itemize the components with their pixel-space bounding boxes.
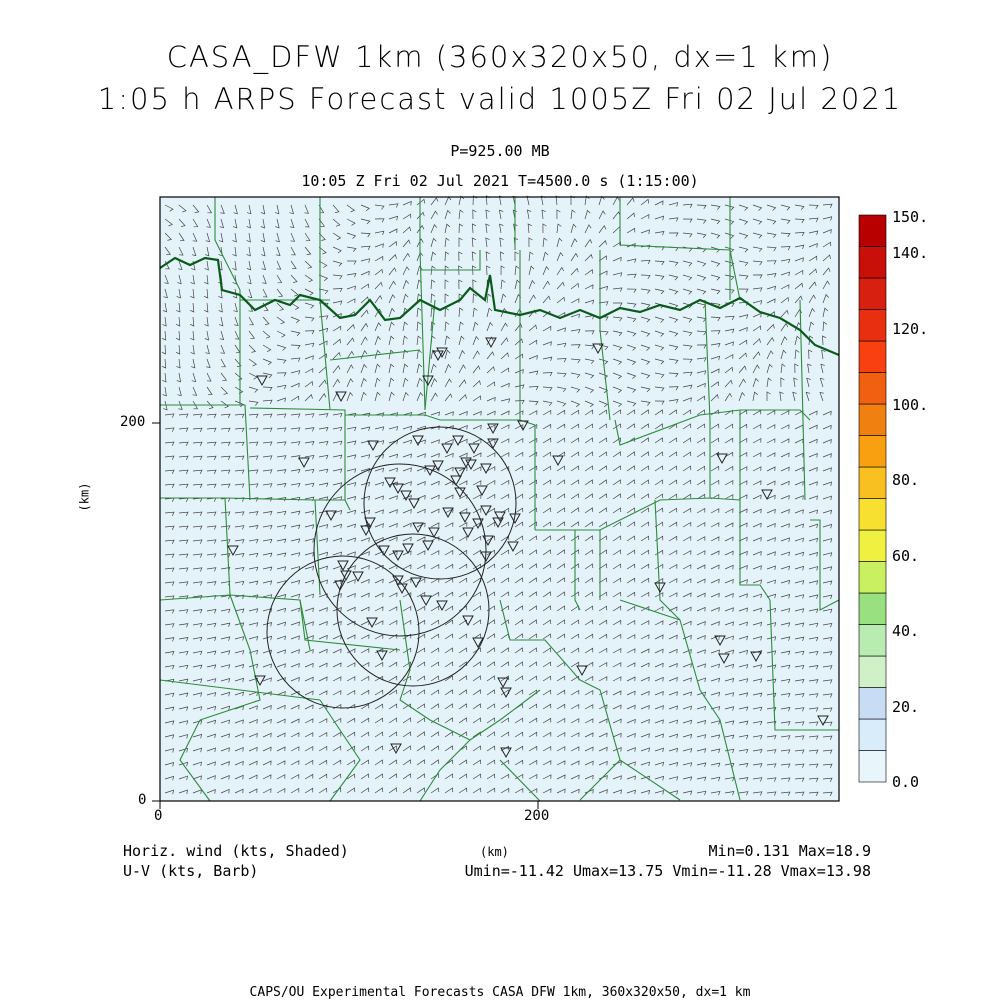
colorbar-swatch <box>859 467 886 499</box>
x-tick-label-0: 0 <box>154 808 163 824</box>
colorbar-swatch <box>859 593 886 625</box>
colorbar <box>859 215 886 782</box>
valid-time: 10:05 Z Fri 02 Jul 2021 T=4500.0 s (1:15:00) <box>301 172 699 190</box>
title-line-2: 1:05 h ARPS Forecast valid 1005Z Fri 02 Jul 2021 <box>97 82 903 116</box>
colorbar-swatch <box>859 719 886 751</box>
colorbar-label-0: 0.0 <box>892 773 920 791</box>
colorbar-label-140: 140. <box>892 244 929 262</box>
y-axis-label: (km) <box>77 482 92 512</box>
colorbar-swatch <box>859 404 886 436</box>
y-tick-label-200: 200 <box>120 414 146 430</box>
colorbar-swatch <box>859 278 886 310</box>
field-label-barb: U-V (kts, Barb) <box>123 862 259 880</box>
footer: CAPS/OU Experimental Forecasts CASA DFW 1km, 360x320x50, dx=1 km <box>249 985 751 1000</box>
x-tick-label-200: 200 <box>524 808 550 824</box>
colorbar-swatch <box>859 530 886 562</box>
y-tick-label-0: 0 <box>138 792 147 808</box>
title-line-1: CASA_DFW 1km (360x320x50, dx=1 km) <box>166 40 834 74</box>
colorbar-swatch <box>859 625 886 657</box>
x-axis-label: (km) <box>480 845 509 859</box>
colorbar-swatch <box>859 751 886 783</box>
colorbar-label-60: 60. <box>892 547 920 565</box>
colorbar-label-20: 20. <box>892 698 920 716</box>
field-label-shaded: Horiz. wind (kts, Shaded) <box>123 842 349 860</box>
stats-uv: Umin=-11.42 Umax=13.75 Vmin=-11.28 Vmax=13.98 <box>464 862 871 880</box>
colorbar-label-80: 80. <box>892 471 920 489</box>
colorbar-label-150: 150. <box>892 208 929 226</box>
colorbar-swatch <box>859 341 886 373</box>
colorbar-swatch <box>859 215 886 247</box>
colorbar-label-40: 40. <box>892 622 920 640</box>
colorbar-label-100: 100. <box>892 396 929 414</box>
colorbar-swatch <box>859 562 886 594</box>
colorbar-swatch <box>859 499 886 531</box>
colorbar-label-120: 120. <box>892 320 929 338</box>
colorbar-swatch <box>859 310 886 342</box>
colorbar-swatch <box>859 247 886 279</box>
colorbar-swatch <box>859 656 886 688</box>
colorbar-swatch <box>859 436 886 468</box>
pressure-level: P=925.00 MB <box>450 142 550 160</box>
colorbar-swatch <box>859 373 886 405</box>
stats-min-max: Min=0.131 Max=18.9 <box>708 842 871 860</box>
colorbar-swatch <box>859 688 886 720</box>
